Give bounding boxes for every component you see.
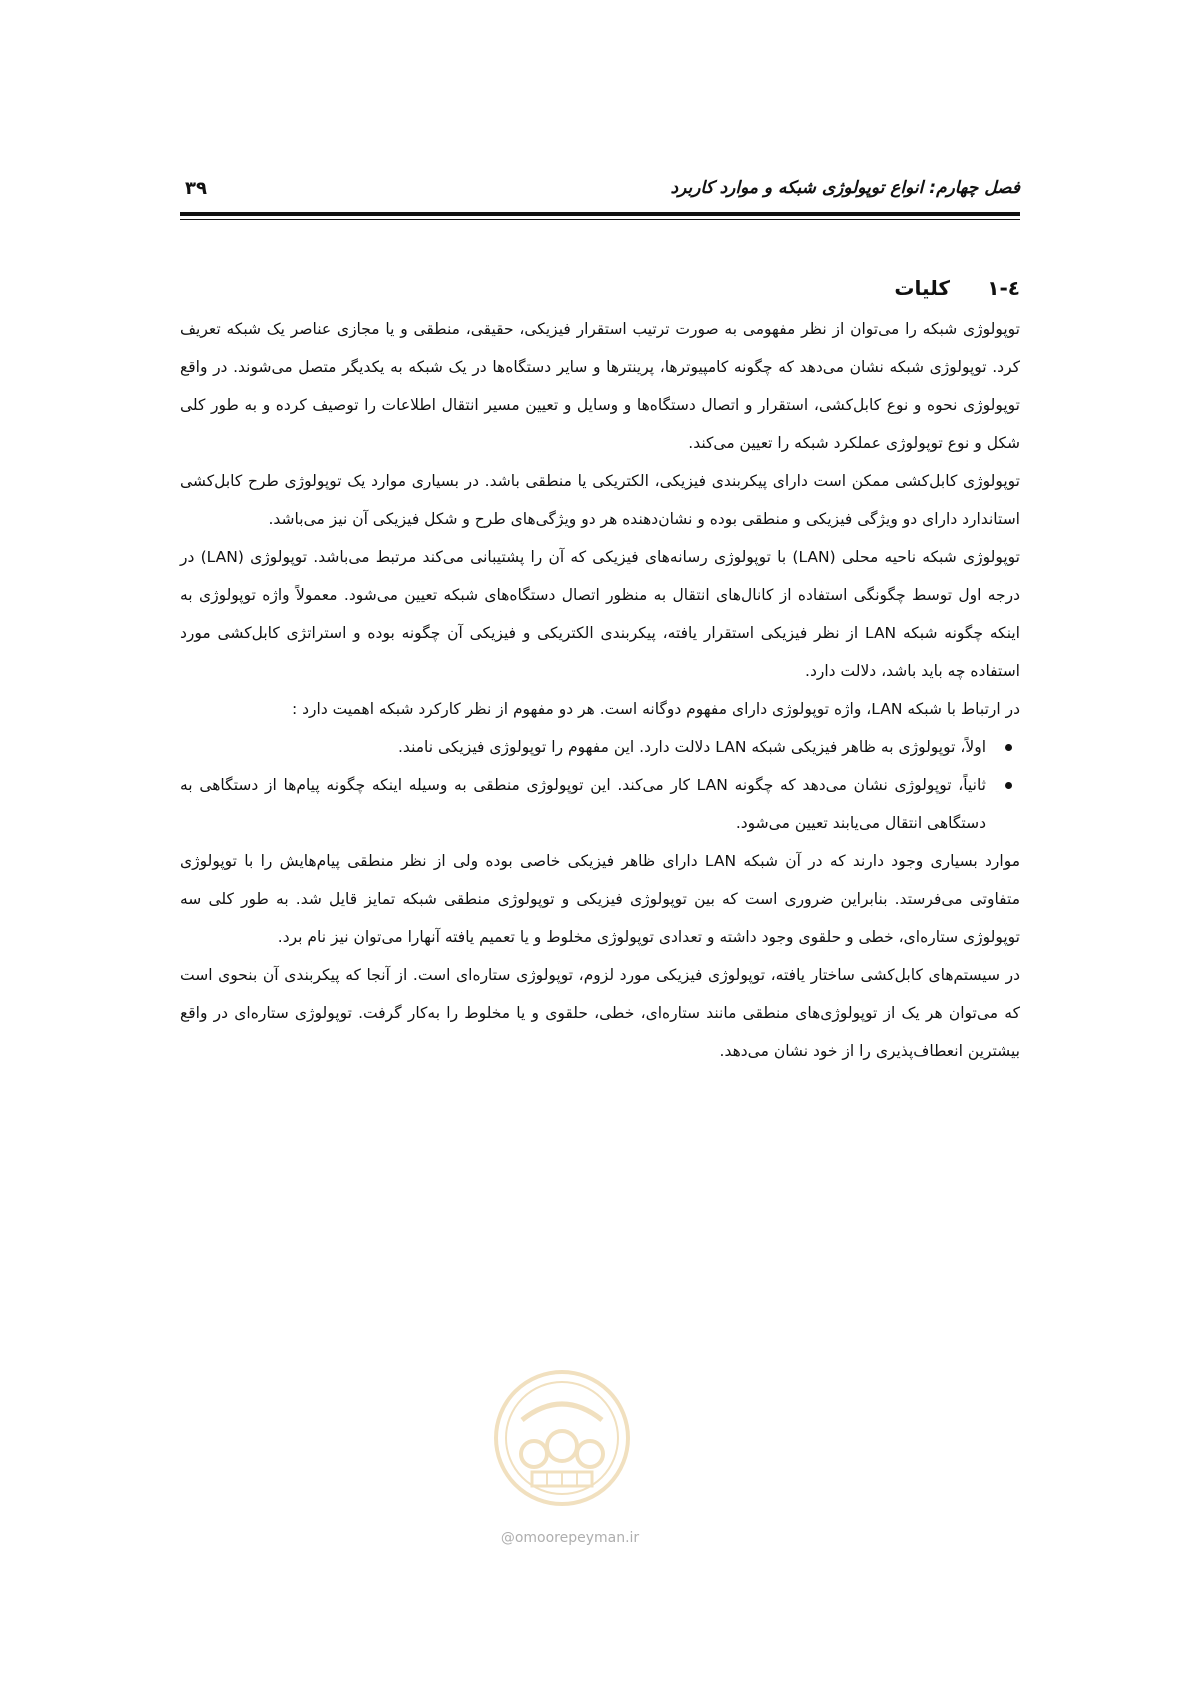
watermark-seal-icon (492, 1368, 632, 1508)
paragraph: موارد بسیاری وجود دارند که در آن شبکه LAN دارای ظاهر فیزیکی خاصی بوده ولی از نظر منطقی پیام‌هایش را با توپولوژی متفاوتی می‌فرستد. بنابراین ضروری است که بین توپولوژی فیزیکی و توپولوژی منطقی شبکه تمایز قایل شد. به طور کلی سه توپولوژی ستاره‌ای، خطی و حلقوی وجود داشته و تعدادی توپولوژی مخلوط و یا تعمیم یافته آنهارا می‌توان نیز نام برد. (180, 852, 1021, 946)
header-rule-thick (180, 212, 1020, 216)
page-body (180, 270, 1020, 1070)
paragraph: توپولوژی شبکه ناحیه محلی (LAN) با توپولوژی رسانه‌های فیزیکی که آن را پشتیبانی می‌کند مرتبط می‌باشد. توپولوژی (LAN) در درجه اول توسط چگونگی استفاده از کانال‌های انتقال به منظور اتصال دستگاه‌های شبکه تعیین می‌شود. معمولاً واژه توپولوژی به اینکه چگونه شبکه LAN از نظر فیزیکی استقرار یافته، پیکربندی الکتریکی و فیزیکی آن چگونه بوده و استراتژی کابل‌کشی مورد استفاده چه باید باشد، دلالت دارد. (180, 548, 1020, 680)
paragraph: توپولوژی شبکه را می‌توان از نظر مفهومی به صورت ترتیب استقرار فیزیکی، حقیقی، منطقی و یا مجازی عناصر یک شبکه تعریف کرد. توپولوژی شبکه نشان می‌دهد که چگونه کامپیوترها، پرینترها و سایر دستگاه‌ها در یک شبکه به یکدیگر متصل می‌شوند. در واقع توپولوژی نحوه و نوع کابل‌کشی، استقرار و اتصال دستگاه‌ها و وسایل و تعیین مسیر انتقال اطلاعات را توصیف کرده و به طور کلی شکل و نوع توپولوژی عملکرد شبکه را تعیین می‌کند. (180, 320, 1020, 452)
bullet-item (180, 766, 1012, 842)
page-number: ۳۹ (185, 178, 207, 199)
paragraph: توپولوژی کابل‌کشی ممکن است دارای پیکربندی فیزیکی، الکتریکی یا منطقی باشد. در بسیاری موارد یک توپولوژی طرح کابل‌کشی استاندارد دارای دو ویژگی فیزیکی و منطقی بوده و نشان‌دهنده هر دو ویژگی‌های طرح و شکل فیزیکی آن نیز می‌باشد. (180, 472, 1020, 528)
header-rule-thin (180, 219, 1020, 220)
bullet-list (180, 728, 1020, 842)
section-heading (180, 270, 1020, 306)
paragraph: در ارتباط با شبکه LAN، واژه توپولوژی دارای مفهوم دوگانه است. هر دو مفهوم از نظر کارکرد شبکه اهمیت دارد : (291, 700, 1020, 718)
bullet-text: ثانیاً، توپولوژی نشان می‌دهد که چگونه LAN کار می‌کند. این توپولوژی منطقی به وسیله اینکه چگونه پیام‌ها از دستگاهی به دستگاهی انتقال می‌یابند تعیین می‌شود. (180, 776, 986, 832)
paragraph: در سیستم‌های کابل‌کشی ساختار یافته، توپولوژی فیزیکی مورد لزوم، توپولوژی ستاره‌ای است. از آنجا که پیکربندی آن بنحوی است که می‌توان هر یک از توپولوژی‌های منطقی مانند ستاره‌ای، خطی، حلقوی و یا مخلوط را به‌کار گرفت. توپولوژی ستاره‌ای در واقع بیشترین انعطاف‌پذیری را از خود نشان می‌دهد. (180, 966, 1020, 1060)
section-title: کلیات (894, 276, 950, 300)
chapter-title: فصل چهارم: انواع توپولوژی شبکه و موارد کاربرد (670, 178, 1020, 198)
section-number: ٤-١ (987, 276, 1020, 300)
bullet-item (180, 728, 1012, 766)
bullet-text: اولاً، توپولوژی به ظاهر فیزیکی شبکه LAN دلالت دارد. این مفهوم را توپولوژی فیزیکی نامند. (398, 738, 986, 756)
page-header (185, 178, 1020, 210)
bullet-dot-icon (1005, 782, 1012, 789)
bullet-dot-icon (1005, 744, 1012, 751)
watermark-url: @omoorepeyman.ir (500, 1530, 640, 1546)
